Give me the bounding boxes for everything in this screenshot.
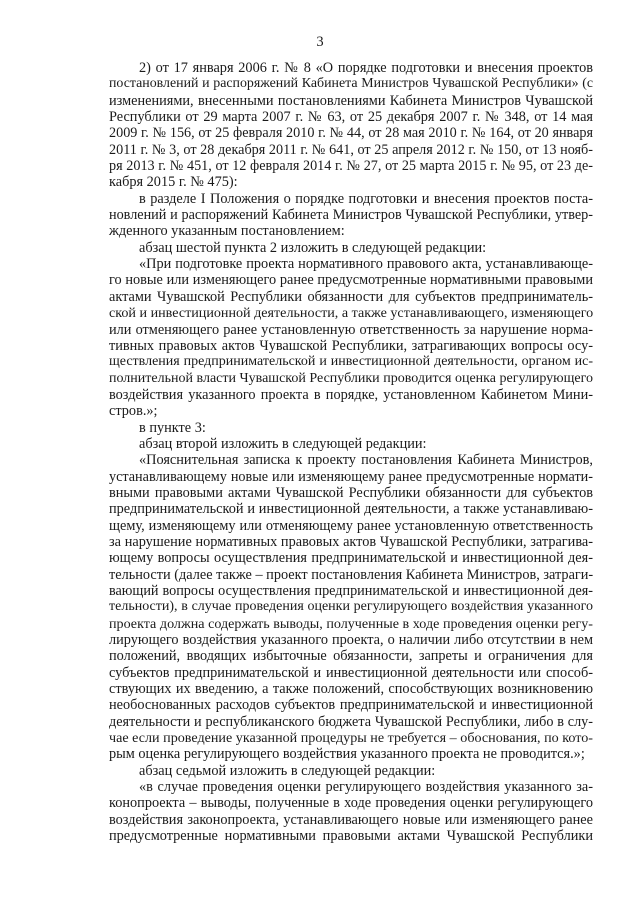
text-line: ствующих их введению, а также положений, способствующих возникновению — [109, 681, 593, 698]
text-line: проекта должна содержать выводы, полученные в ходе проведения оценки регу- — [109, 615, 593, 632]
text-line: 2009 г. № 156, от 25 февраля 2010 г. № 44, от 28 мая 2010 г. № 164, от 20 января — [109, 125, 593, 142]
page-number: 3 — [316, 34, 324, 50]
text-line: абзац седьмой изложить в следующей редакции: — [139, 762, 436, 779]
text-line: щему, изменяющему или отменяющему ранее установленную ответственность — [109, 517, 593, 534]
text-line: го новые или изменяющего ранее предусмотренные нормативными правовыми — [109, 272, 593, 289]
text-line: конопроекта – выводы, полученные в ходе проведения оценки регулирующего — [109, 795, 593, 812]
text-line: тельности (далее также – проект постановления Кабинета Министров, затраги- — [109, 566, 594, 583]
text-line: актами Чувашской Республики обязанности для субъектов предприниматель- — [109, 288, 593, 305]
text-line: изменениями, внесенными постановлениями Кабинета Министров Чувашской — [109, 92, 593, 109]
text-line: предусмотренные нормативными правовыми актами Чувашской Республики — [109, 828, 593, 845]
text-line: стров.»; — [109, 403, 158, 420]
text-line: устанавливающему новые или изменяющему ранее предусмотренные нормати- — [109, 468, 593, 485]
text-line: ской и инвестиционной деятельности, а также устанавливающего, изменяющего — [109, 305, 594, 322]
text-line: 2011 г. № 3, от 28 декабря 2011 г. № 641, от 25 апреля 2012 г. № 150, от 13 нояб- — [109, 141, 593, 158]
text-line: постановлений и распоряжений Кабинета Министров Чувашской Республики» (с — [109, 76, 593, 92]
text-line: абзац второй изложить в следующей редакции: — [139, 435, 427, 452]
text-line: положений, вводящих избыточные обязанности, запреты и ограничения для — [109, 648, 593, 665]
text-line: тельности), в случае проведения оценки регулирующего воздействия указанного — [109, 599, 593, 615]
document-body — [0, 60, 640, 845]
text-line: чае если проведение указанной процедуры не требуется – обоснования, по кото- — [109, 730, 593, 747]
text-line: в пункте 3: — [139, 419, 206, 436]
text-line: абзац шестой пункта 2 изложить в следующей редакции: — [139, 239, 487, 256]
text-line: вными правовыми актами Чувашской Республики обязанности для субъектов — [109, 484, 593, 501]
text-line: тивных правовых актов Чувашской Республики, затрагивающих вопросы осу- — [109, 337, 593, 354]
text-line: «При подготовке проекта нормативного правового акта, устанавливающе- — [139, 256, 593, 273]
text-line: ря 2013 г. № 451, от 12 февраля 2014 г. № 27, от 25 марта 2015 г. № 95, от 23 де- — [109, 158, 593, 175]
text-line: «в случае проведения оценки регулирующего воздействия указанного за- — [139, 779, 593, 796]
text-line: Республики от 29 марта 2007 г. № 63, от 25 декабря 2007 г. № 348, от 14 мая — [109, 109, 593, 126]
text-line: за нарушение нормативных правовых актов Чувашской Республики, затрагива- — [109, 533, 593, 550]
text-line: жденного указанным постановлением: — [109, 223, 345, 240]
text-line: предпринимательской и инвестиционной деятельности, а также устанавливаю- — [109, 501, 593, 518]
text-line: субъектов предпринимательской и инвестиционной деятельности или способ- — [109, 664, 593, 681]
text-line: ющему вопросы осуществления предпринимательской и инвестиционной дея- — [109, 550, 593, 567]
text-line: или отменяющего ранее установленную ответственность за нарушение норма- — [109, 321, 593, 338]
text-line: «Пояснительная записка к проекту постановления Кабинета Министров, — [139, 452, 593, 469]
text-line: воздействия указанного проекта в порядке, установленном Кабинетом Мини- — [109, 386, 593, 403]
text-line: лирующего воздействия указанного проекта, о наличии либо отсутствии в нем — [109, 632, 593, 649]
text-line: необоснованных расходов субъектов предпринимательской и инвестиционной — [109, 697, 593, 714]
text-line: в разделе I Положения о порядке подготовки и внесения проектов поста- — [139, 190, 593, 207]
text-line: деятельности и республиканского бюджета Чувашской Республики, либо в слу- — [109, 713, 593, 730]
text-line: 2) от 17 января 2006 г. № 8 «О порядке подготовки и внесения проектов — [139, 60, 593, 76]
text-line: новлений и распоряжений Кабинета Министров Чувашской Республики, утвер- — [109, 207, 593, 224]
text-line: вающий вопросы осуществления предпринимательской и инвестиционной дея- — [109, 583, 593, 599]
text-line: ществления предпринимательской и инвестиционной деятельности, органом ис- — [109, 354, 593, 370]
text-line: рым оценка регулирующего воздействия указанного проекта не проводится.»; — [109, 746, 585, 763]
text-line: кабря 2015 г. № 475): — [109, 174, 238, 191]
text-line: полнительной власти Чувашской Республики проводится оценка регулирующего — [109, 370, 593, 386]
text-line: воздействия законопроекта, устанавливающего новые или изменяющего ранее — [109, 811, 593, 828]
